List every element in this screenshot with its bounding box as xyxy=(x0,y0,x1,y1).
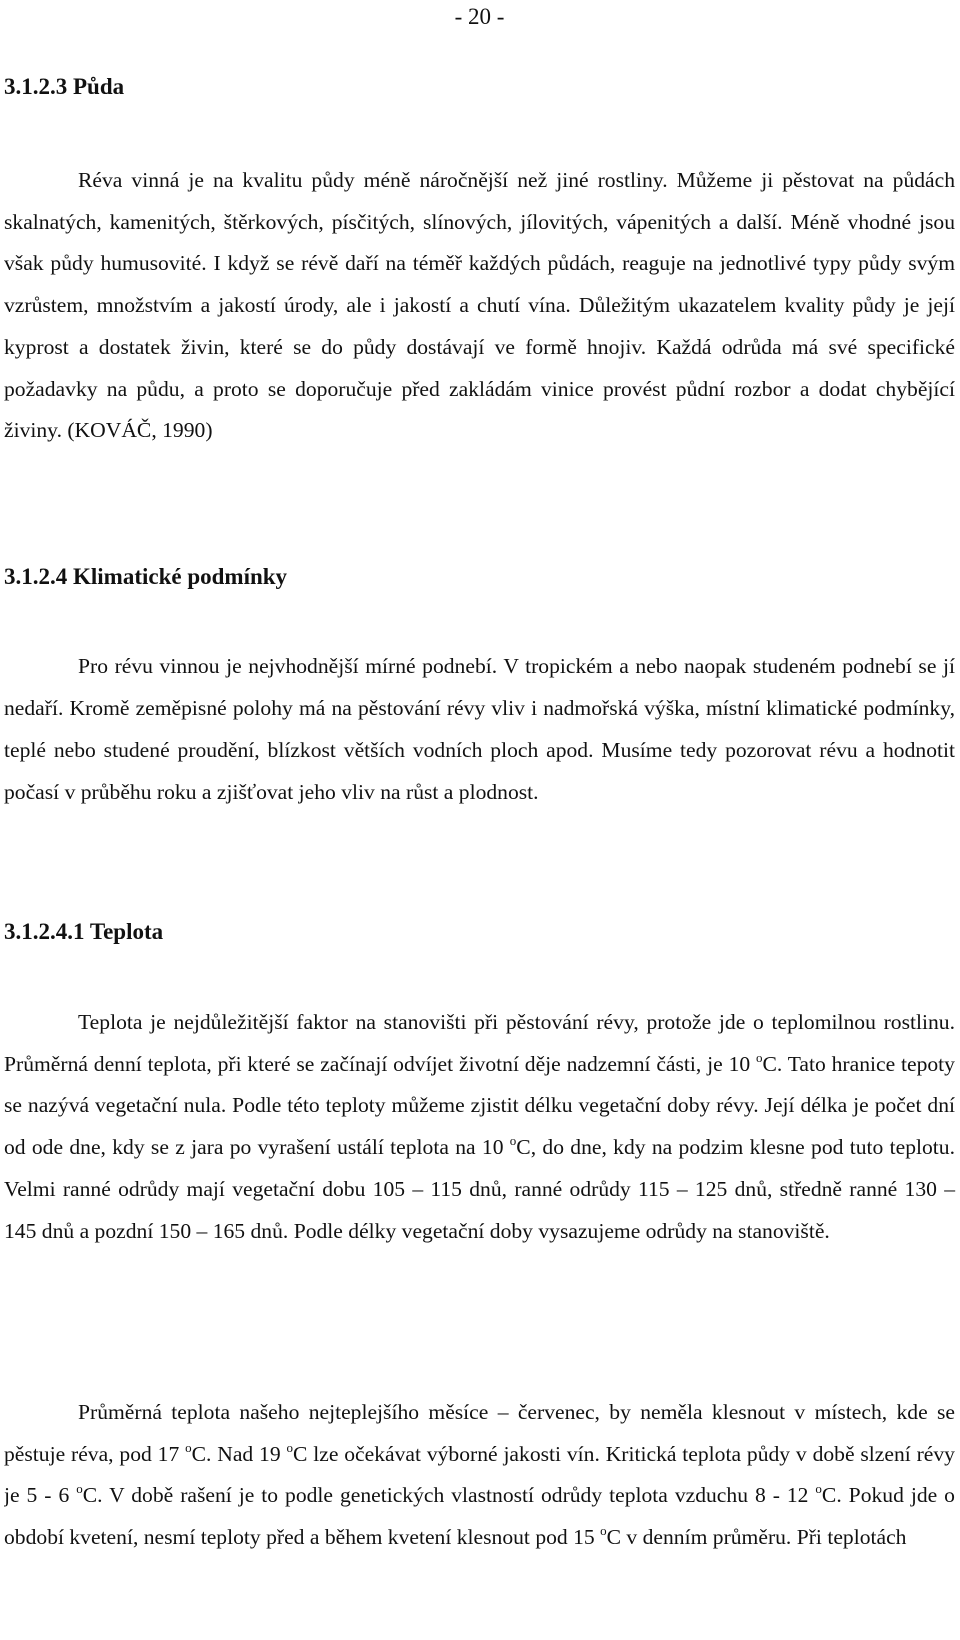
page-number: - 20 - xyxy=(454,4,505,29)
degree-superscript: o xyxy=(600,1523,607,1539)
paragraph-teplota-1 xyxy=(4,1002,955,1252)
degree-superscript: o xyxy=(756,1049,763,1065)
document-page xyxy=(4,0,955,1640)
section-heading-klima: 3.1.2.4 Klimatické podmínky xyxy=(4,564,288,589)
section-heading-teplota: 3.1.2.4.1 Teplota xyxy=(4,919,164,944)
paragraph-puda: Réva vinná je na kvalitu půdy méně náročnější než jiné rostliny. Můžeme ji pěstovat na půdách skalnatých, kamenitých, štěrkových, písčitých, slínových, jílovitých, vápenitých a další. Méně vhodné jsou však půdy humusovité. I když se révě daří na téměř každých půdách, reaguje na jednotlivé typy půdy svým vzrůstem, množstvím a jakostí úrody, ale i jakostí a chutí vína. Důležitým ukazatelem kvality půdy je její kyprost a dostatek živin, které se do půdy dostávají ve formě hnojiv. Každá odrůda má své specifické požadavky na půdu, a proto se doporučuje před zakládám vinice provést půdní rozbor a dodat chybějící živiny. (KOVÁČ, 1990) xyxy=(4,168,955,443)
degree-superscript: o xyxy=(286,1439,293,1455)
text-run: Teplota je nejdůležitější faktor na stanovišti při pěstování révy, protože jde o teplomilnou rostlinu. Průměrná denní teplota, při které se začínají odvíjet životní děje nadzemní části, je 10 xyxy=(4,1010,955,1076)
text-run: C. V době rašení je to podle genetických vlastností odrůdy teplota vzduchu 8 - 12 xyxy=(82,1483,816,1508)
paragraph-teplota-2 xyxy=(4,1392,955,1640)
text-run: C v denním průměru. Při teplotách xyxy=(606,1525,907,1550)
text-run: Průměrná teplota našeho nejteplejšího měsíce – červenec, by neměla klesnout v místech, kde se pěstuje réva, pod 17 xyxy=(4,1400,955,1466)
degree-superscript: o xyxy=(185,1439,192,1455)
text-run: C lze očekávat výborné jakosti vín. Kritická teplota půdy v době slzení révy je 5 - 6 xyxy=(4,1441,955,1508)
degree-superscript: o xyxy=(76,1481,83,1497)
text-run: C, do dne, kdy na podzim klesne pod tuto teplotu. Velmi ranné odrůdy mají vegetační dobu 105 – 115 dnů, ranné odrůdy 115 – 125 dnů, středně ranné 130 – 145 dnů a pozdní 150 – 165 dnů. Podle délky vegetační doby vysazujeme odrůdy na stanoviště. xyxy=(4,1135,955,1243)
text-run: C. Pokud jde o období kvetení, nesmí teploty před a během kvetení klesnout pod 15 xyxy=(4,1483,955,1550)
text-run: C. Nad 19 xyxy=(191,1441,287,1466)
degree-superscript: o xyxy=(509,1133,517,1149)
section-heading-puda: 3.1.2.3 Půda xyxy=(4,74,125,99)
degree-superscript: o xyxy=(815,1481,822,1497)
paragraph-klima: Pro révu vinnou je nejvhodnější mírné podnebí. V tropickém a nebo naopak studeném podnebí se jí nedaří. Kromě zeměpisné polohy má na pěstování révy vliv i nadmořská výška, místní klimatické podmínky, teplé nebo studené proudění, blízkost větších vodních ploch apod. Musíme tedy pozorovat révu a hodnotit počasí v průběhu roku a zjišťovat jeho vliv na růst a plodnost. xyxy=(4,654,955,804)
text-run: C. Tato hranice tepoty se nazývá vegetační nula. Podle této teploty můžeme zjistit délku vegetační doby révy. Její délka je počet dní od ode dne, kdy se z jara po vyrašení ustálí teplota na 10 xyxy=(4,1051,955,1160)
